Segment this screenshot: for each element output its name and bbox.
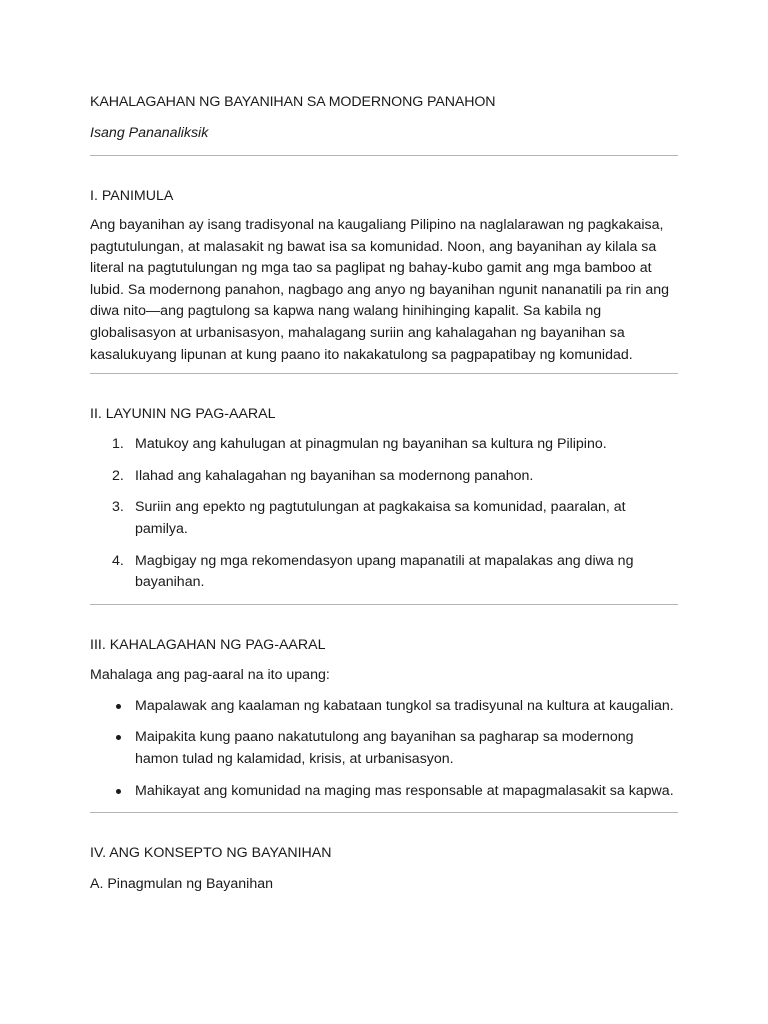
section-heading: II. LAYUNIN NG PAG-AARAL — [90, 406, 276, 423]
objectives-list — [90, 434, 678, 594]
list-item-text: Mahikayat ang komunidad na maging mas responsable at mapagmalasakit sa kapwa. — [135, 782, 674, 799]
divider — [90, 155, 678, 156]
significance-list — [90, 696, 678, 802]
list-item — [90, 497, 678, 540]
section-heading: I. PANIMULA — [90, 188, 174, 204]
list-item — [90, 434, 678, 456]
list-item-text: Maipakita kung paano nakatutulong ang bayanihan sa pagharap sa modernong hamon tulad ng kalamidad, krisis, at urbanisasyon. — [135, 729, 634, 767]
bullet-icon — [116, 789, 121, 794]
list-item-text: Suriin ang epekto ng pagtutulungan at pagkakaisa sa komunidad, paaralan, at pamilya. — [135, 499, 626, 537]
section-layunin — [90, 404, 678, 594]
list-item — [90, 696, 678, 718]
section-kahalagahan — [90, 635, 678, 802]
list-item — [90, 551, 678, 594]
list-item — [90, 466, 678, 488]
list-number: 2. — [112, 467, 124, 484]
list-item-text: Magbigay ng mga rekomendasyon upang mapanatili at mapalakas ang diwa ng bayanihan. — [135, 552, 634, 591]
section-konsepto — [90, 843, 678, 895]
divider — [90, 604, 678, 605]
list-number: 4. — [112, 552, 124, 569]
bullet-icon — [116, 735, 121, 740]
document-title: KAHALAGAHAN NG BAYANIHAN SA MODERNONG PANAHON — [90, 94, 496, 110]
list-number: 1. — [112, 436, 124, 453]
bullet-icon — [116, 704, 121, 709]
section-heading: IV. ANG KONSEPTO NG BAYANIHAN — [90, 845, 332, 862]
divider — [90, 373, 678, 374]
section-subheading: A. Pinagmulan ng Bayanihan — [90, 876, 273, 893]
section-intro: Mahalaga ang pag-aaral na ito upang: — [90, 666, 330, 683]
section-heading: III. KAHALAGAHAN NG PAG-AARAL — [90, 636, 326, 653]
document-subtitle: Isang Pananaliksik — [90, 125, 209, 141]
divider — [90, 812, 678, 813]
list-item-text: Mapalawak ang kaalaman ng kabataan tungkol sa tradisyunal na kultura at kaugalian. — [135, 697, 674, 714]
list-number: 3. — [112, 499, 124, 516]
list-item-text: Matukoy ang kahulugan at pinagmulan ng bayanihan sa kultura ng Pilipino. — [135, 436, 607, 453]
list-item — [90, 781, 678, 803]
section-panimula — [90, 186, 678, 366]
list-item — [90, 727, 678, 770]
section-paragraph: Ang bayanihan ay isang tradisyonal na kaugaliang Pilipino na naglalarawan ng pagkakaisa, pagtutulungan, at malasakit ng bawat isa sa komunidad. Noon, ang bayanihan ay kilala sa literal na pagtutulungan ng mga tao sa paglipat ng bahay-kubo gamit ang mga bamboo at lubid. Sa modernong panahon, nagbago ang anyo ng bayanihan ngunit nananatili pa rin ang diwa nito—ang pagtulong sa kapwa nang walang hinihinging kapalit. Sa kabila ng globalisasyon at urbanisasyon, mahalagang suriin ang kahalagahan ng bayanihan sa kasalukuyang lipunan at kung paano ito nakakatulong sa pagpapatibay ng komunidad. — [90, 217, 670, 363]
list-item-text: Ilahad ang kahalagahan ng bayanihan sa modernong panahon. — [135, 467, 534, 484]
